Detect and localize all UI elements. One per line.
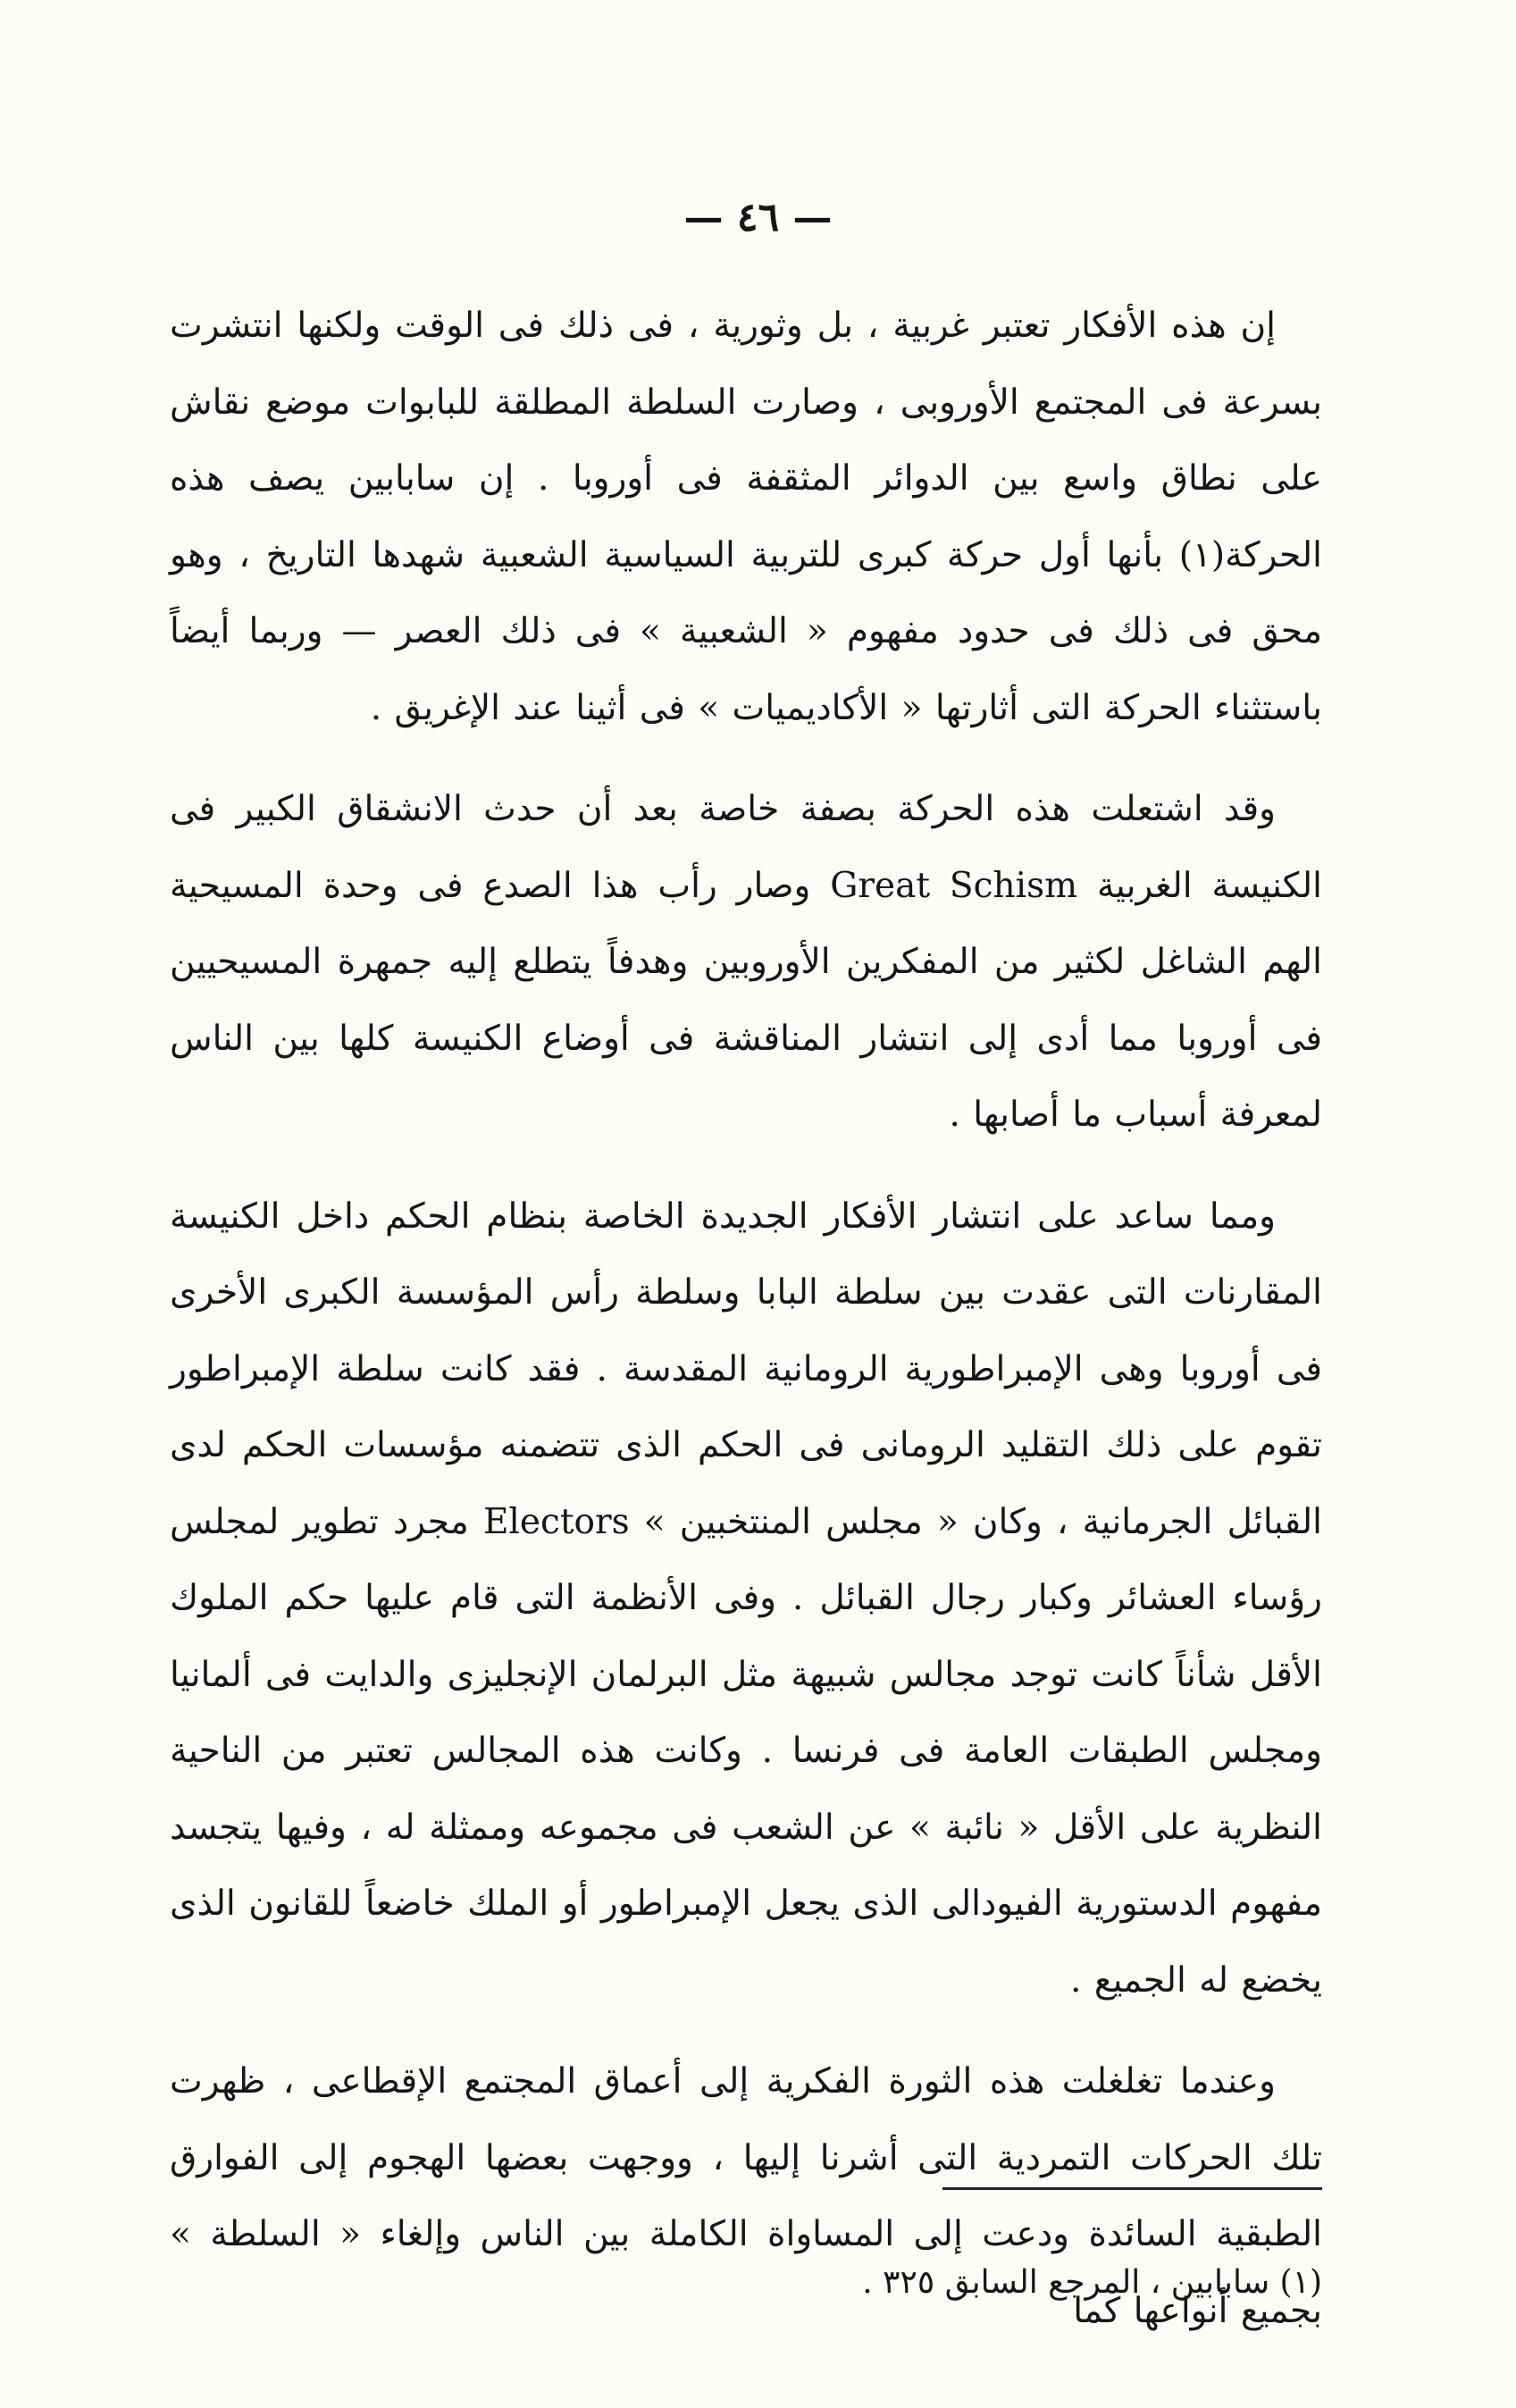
paragraph-3-text-before: ومما ساعد على انتشار الأفكار الجديدة الخاصة بنظام الحكم داخل الكنيسة المقارنات التى عقدت بين سلطة البابا وسلطة رأس المؤسسة الكبرى الأخرى فى أوروبا وهى الإمبراطورية الرومانية المقدسة . فقد كانت سلطة الإمبراطور تقوم على ذلك التقليد الرومانى فى الحكم الذى تتضمنه مؤسسات الحكم لدى القبائل الجرمانية ، وكان « مجلس المنتخبين » [170,1196,1322,1542]
latin-term-great-schism: Great Schism [830,865,1078,906]
page-number: — ٤٦ — [683,195,833,240]
paragraph-2-text-before: وقد اشتعلت هذه الحركة بصفة خاصة بعد أن حدث الانشقاق الكبير فى الكنيسة الغربية [170,789,1322,906]
paragraph-2-text-after: وصار رأب هذا الصدع فى وحدة المسيحية الهم الشاغل لكثير من المفكرين الأوروبين وهدفاً يتطلع إليه جمهرة المسيحيين فى أوروبا مما أدى إلى انتشار المناقشة فى أوضاع الكنيسة كلها بين الناس لمعرفة أسباب ما أصابها . [170,865,1322,1135]
paragraph-2 [170,771,1322,1154]
latin-term-electors: Electors [482,1501,630,1542]
footnote-divider [942,2187,1322,2190]
paragraph-4-text: وعندما تغلغلت هذه الثورة الفكرية إلى أعماق المجتمع الإقطاعى ، ظهرت تلك الحركات التمردية التى أشرنا إليها ، ووجهت بعضها الهجوم إلى الفوارق الطبقية السائدة ودعت إلى المساواة الكاملة بين الناس وإلغاء « السلطة » بجميع أنواعها كما [170,2061,1322,2331]
paragraph-1 [170,288,1322,746]
paragraph-3-text-after: مجرد تطوير لمجلس رؤساء العشائر وكبار رجال القبائل . وفى الأنظمة التى قام عليها حكم الملوك الأقل شأناً كانت توجد مجالس شبيهة مثل البرلمان الإنجليزى والدايت فى ألمانيا ومجلس الطبقات العامة فى فرنسا . وكانت هذه المجالس تعتبر من الناحية النظرية على الأقل « نائبة » عن الشعب فى مجموعه وممثلة له ، وفيها يتجسد مفهوم الدستورية الفيودالى الذى يجعل الإمبراطور أو الملك خاضعاً للقانون الذى يخضع له الجميع . [170,1501,1322,2001]
paragraph-3 [170,1179,1322,2019]
footnote: (١) سابابين ، المرجع السابق ٣٢٥ . [862,2264,1322,2301]
paragraph-1-text: إن هذه الأفكار تعتبر غربية ، بل وثورية ، فى ذلك فى الوقت ولكنها انتشرت بسرعة فى المجتمع الأوروبى ، وصارت السلطة المطلقة للبابوات موضع نقاش على نطاق واسع بين الدوائر المثقفة فى أوروبا . إن سابابين يصف هذه الحركة(١) بأنها أول حركة كبرى للتربية السياسية الشعبية شهدها التاريخ ، وهو محق فى ذلك فى حدود مفهوم « الشعبية » فى ذلك العصر — وربما أيضاً باستثناء الحركة التى أثارتها « الأكاديميات » فى أثينا عند الإغريق . [170,306,1322,728]
body-text [170,288,1322,2349]
